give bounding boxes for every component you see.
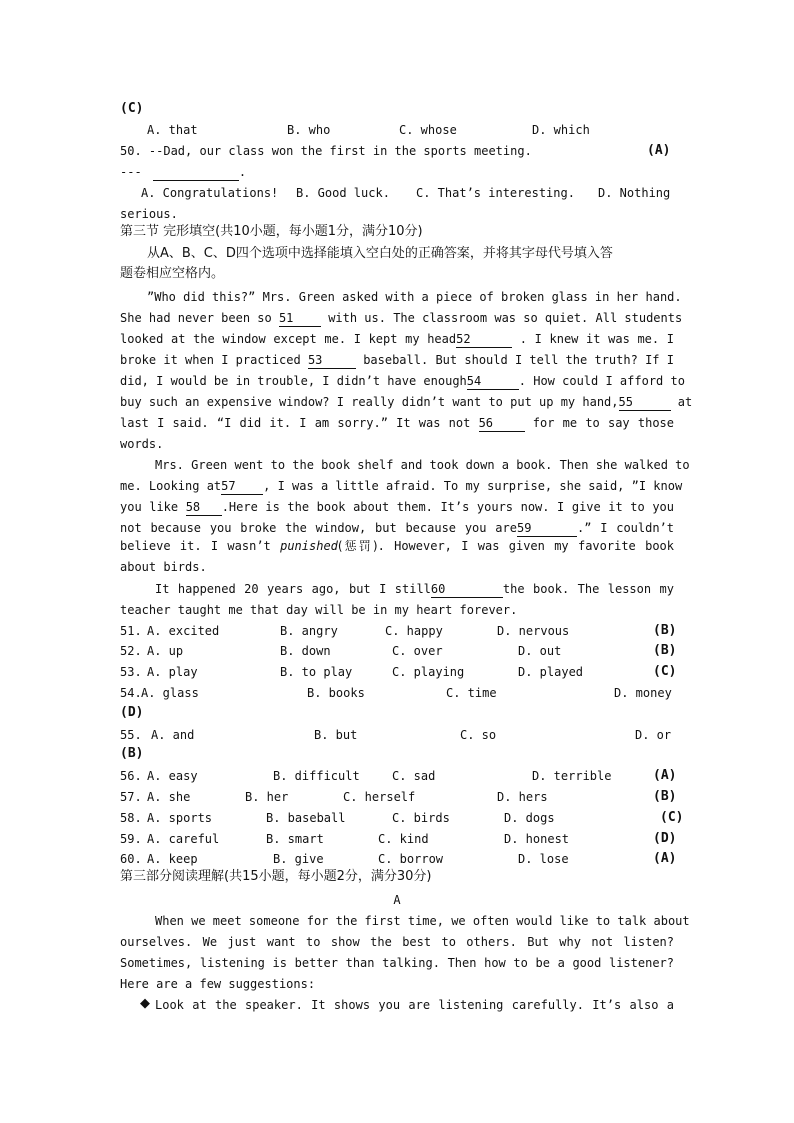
q51-option-b: B. angry (280, 624, 338, 638)
q52-option-b: B. down (280, 644, 331, 658)
q55-option-b: B. but (314, 728, 358, 742)
q60-option-b: B. give (273, 852, 324, 866)
q56-number: 56. (120, 769, 142, 783)
q59-option-b: B. smart (266, 832, 324, 846)
reading-line2: ourselves. We just want to show the best to others. But why not listen? (120, 935, 674, 949)
q57-option-c: C. herself (343, 790, 416, 804)
q49-option-d: D. which (532, 123, 590, 137)
q54-option-b: B. books (307, 686, 365, 700)
q56-answer: (A) (653, 768, 677, 783)
q58-option-b: B. baseball (266, 811, 346, 825)
q58-answer: (C) (660, 810, 684, 825)
q50-option-d: D. Nothing (598, 186, 671, 200)
q58-option-c: C. birds (392, 811, 450, 825)
q55-answer: (B) (120, 746, 144, 761)
q60-option-a: A. keep (147, 852, 198, 866)
q54-option-d: D. money (614, 686, 672, 700)
q49-answer: (C) (120, 101, 144, 116)
q55-option-c: C. so (460, 728, 497, 742)
q50-option-a: A. Congratulations! (141, 186, 279, 200)
part3-title: 第三部分阅读理解(共15小题，每小题2分，满分30分) (120, 869, 432, 884)
q59-option-c: C. kind (378, 832, 429, 846)
q59-option-d: D. honest (504, 832, 570, 846)
section3-title: 第三节 完形填空(共10小题，每小题1分，满分10分) (120, 224, 423, 239)
q57-number: 57. (120, 790, 142, 804)
q51-option-c: C. happy (385, 624, 443, 638)
blank-54: 54 (467, 374, 519, 390)
diamond-bullet-icon: ◆ (140, 996, 150, 1011)
q58-number: 58. (120, 811, 142, 825)
q53-number: 53. (120, 665, 142, 679)
q60-option-c: C. borrow (378, 852, 444, 866)
reading-line4: Here are a few suggestions: (120, 977, 316, 991)
q56-option-a: A. easy (147, 769, 198, 783)
q54-answer: (D) (120, 705, 144, 720)
q57-option-d: D. hers (497, 790, 548, 804)
blank-53: 53 (308, 353, 356, 369)
section3-instruction-2: 题卷相应空格内。 (120, 266, 225, 281)
q57-option-b: B. her (245, 790, 289, 804)
passage-p2-line4: not because you broke the window, but because you are59 .” I couldn’t (120, 521, 675, 535)
q51-number: 51. (120, 624, 142, 638)
q55-option-d: D. or (635, 728, 672, 742)
q56-option-d: D. terrible (532, 769, 612, 783)
q59-answer: (D) (653, 831, 677, 846)
q53-option-b: B. to play (280, 665, 353, 679)
blank-51: 51 (279, 311, 321, 327)
q50-stem: 50. --Dad, our class won the first in the sports meeting. (120, 144, 532, 158)
q53-option-a: A. play (147, 665, 198, 679)
q52-option-a: A. up (147, 644, 184, 658)
q60-answer: (A) (653, 851, 677, 866)
q59-number: 59. (120, 832, 142, 846)
passage-p3-line1: It happened 20 years ago, but I still60 the book. The lesson my (155, 582, 675, 596)
passage-p2-line1: Mrs. Green went to the book shelf and took down a book. Then she walked to (155, 458, 690, 472)
q56-option-b: B. difficult (273, 769, 360, 783)
q50-reply-blank (153, 165, 239, 181)
passage-p1-line5: did, I would be in trouble, I didn’t have enough54 . How could I afford to (120, 374, 685, 388)
q50-option-b: B. Good luck. (296, 186, 390, 200)
blank-58: 58 (186, 500, 222, 516)
q53-option-c: C. playing (392, 665, 465, 679)
q54-option-c: C. time (446, 686, 497, 700)
blank-52: 52 (456, 332, 512, 348)
q53-answer: (C) (653, 664, 677, 679)
q55-number: 55. (120, 728, 142, 742)
q58-option-d: D. dogs (504, 811, 555, 825)
passage-p3-line2: teacher taught me that day will be in my heart forever. (120, 603, 518, 617)
q52-answer: (B) (653, 643, 677, 658)
q50-option-c: C. That’s interesting. (416, 186, 575, 200)
q50-option-tail: serious. (120, 207, 178, 221)
q56-option-c: C. sad (392, 769, 436, 783)
q52-number: 52. (120, 644, 142, 658)
passage-p1-line7: last I said. “I did it. I am sorry.” It was not 56 for me to say those (120, 416, 674, 430)
q49-option-b: B. who (287, 123, 331, 137)
blank-59: 59 (517, 521, 577, 537)
passage-p2-line3: you like 58 .Here is the book about them. It’s yours now. I give it to you (120, 500, 674, 514)
q60-number: 60. (120, 852, 142, 866)
passage-p2-line2: me. Looking at57 , I was a little afraid. To my surprise, she said, ”I know (120, 479, 683, 493)
part3-section-label: A (393, 893, 401, 907)
q57-option-a: A. she (147, 790, 191, 804)
q54-option-a: A. glass (141, 686, 199, 700)
blank-57: 57 (221, 479, 263, 495)
q52-option-c: C. over (392, 644, 443, 658)
q60-option-d: D. lose (518, 852, 569, 866)
q51-answer: (B) (653, 623, 677, 638)
q50-reply: --- . (120, 165, 247, 179)
q59-option-a: A. careful (147, 832, 220, 846)
q58-option-a: A. sports (147, 811, 213, 825)
q49-option-a: A. that (147, 123, 198, 137)
passage-p2-line6: about birds. (120, 560, 207, 574)
passage-p1-line1: ”Who did this?” Mrs. Green asked with a piece of broken glass in her hand. (147, 290, 682, 304)
q52-option-d: D. out (518, 644, 562, 658)
passage-p1-line6: buy such an expensive window? I really didn’t want to put up my hand,55 at (120, 395, 693, 409)
passage-p2-line5: believe it. I wasn’t punished(惩罚). However, I was given my favorite book (120, 539, 674, 553)
reading-line5: Look at the speaker. It shows you are listening carefully. It’s also a (155, 998, 674, 1012)
q57-answer: (B) (653, 789, 677, 804)
q51-option-a: A. excited (147, 624, 220, 638)
q49-option-c: C. whose (399, 123, 457, 137)
passage-p1-line8: words. (120, 437, 164, 451)
q51-option-d: D. nervous (497, 624, 570, 638)
passage-p1-line4: broke it when I practiced 53 baseball. But should I tell the truth? If I (120, 353, 674, 367)
section3-instruction-1: 从A、B、C、D四个选项中选择能填入空白处的正确答案，并将其字母代号填入答 (147, 246, 613, 261)
reading-line1: When we meet someone for the first time, we often would like to talk about (155, 914, 690, 928)
q53-option-d: D. played (518, 665, 584, 679)
blank-55: 55 (619, 395, 671, 411)
blank-60: 60 (431, 582, 503, 598)
q50-answer: (A) (647, 143, 671, 158)
q54-number: 54. (120, 686, 142, 700)
q55-option-a: A. and (151, 728, 195, 742)
passage-p1-line2: She had never been so 51 with us. The classroom was so quiet. All students (120, 311, 683, 325)
blank-56: 56 (479, 416, 525, 432)
reading-line3: Sometimes, listening is better than talking. Then how to be a good listener? (120, 956, 674, 970)
passage-p1-line3: looked at the window except me. I kept my head52 . I knew it was me. I (120, 332, 674, 346)
